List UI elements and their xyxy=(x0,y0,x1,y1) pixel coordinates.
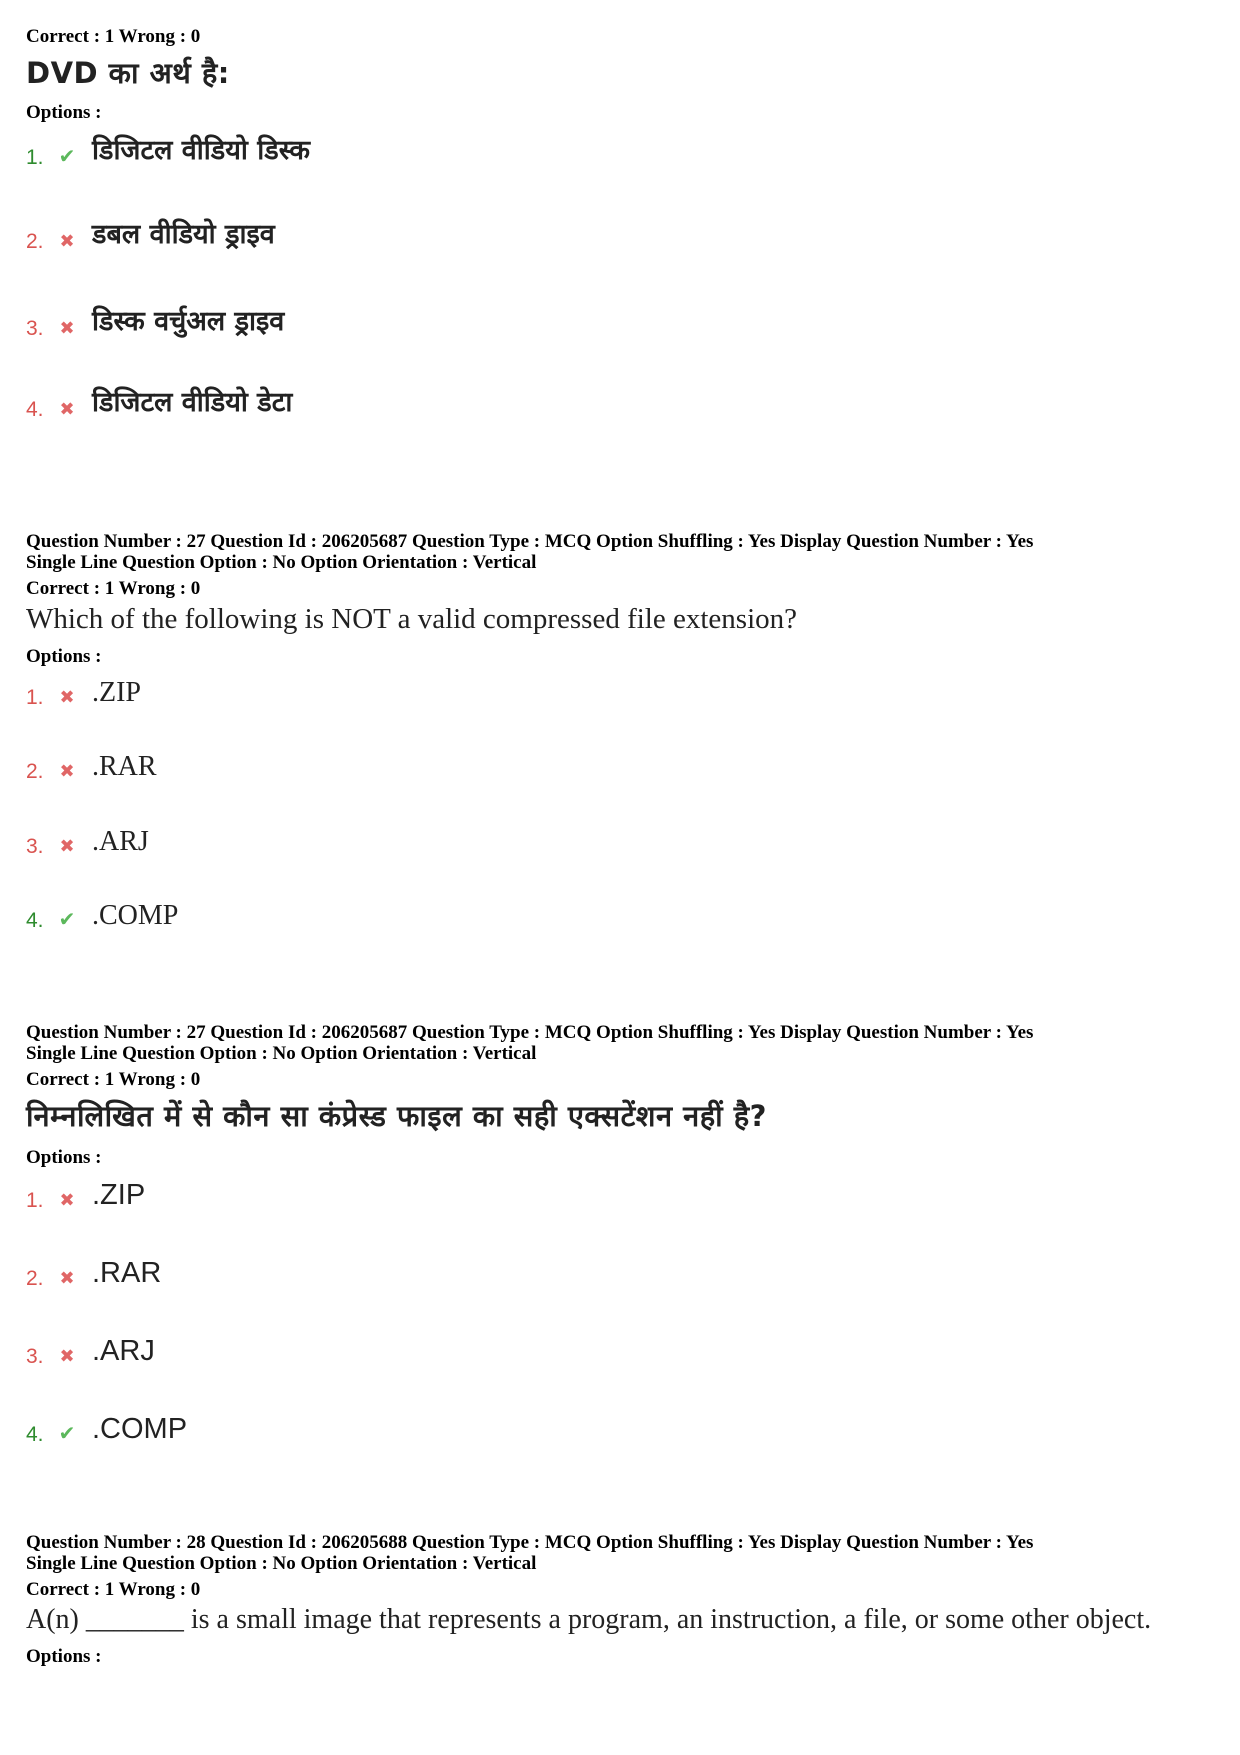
question-block-27-english xyxy=(26,531,1226,948)
option-text: .RAR xyxy=(92,1257,162,1289)
question-meta-2: Single Line Question Option : No Option Orientation : Vertical xyxy=(26,552,537,573)
option-text: .COMP xyxy=(92,1413,188,1445)
check-icon: ✔ xyxy=(58,909,76,931)
option-3 xyxy=(26,817,149,857)
option-2 xyxy=(26,742,157,782)
option-number: 3. xyxy=(26,1345,44,1368)
options-label: Options : xyxy=(26,1147,102,1168)
option-text: डिजिटल वीडियो डिस्क xyxy=(92,135,310,166)
options-label: Options : xyxy=(26,1646,102,1667)
option-4 xyxy=(26,1405,187,1445)
question-text: A(n) _______ is a small image that represents a program, an instruction, a file, or some other object. xyxy=(26,1604,1152,1635)
score-line: Correct : 1 Wrong : 0 xyxy=(26,578,201,599)
option-1 xyxy=(26,1171,145,1211)
option-number: 2. xyxy=(26,760,44,783)
cross-icon: ✖ xyxy=(59,231,75,251)
score-line: Correct : 1 Wrong : 0 xyxy=(26,1579,201,1600)
option-2 xyxy=(26,1249,161,1289)
question-block-27-hindi xyxy=(26,1022,1226,1469)
cross-icon: ✖ xyxy=(59,1190,75,1210)
score-line: Correct : 1 Wrong : 0 xyxy=(26,1069,201,1090)
option-number: 3. xyxy=(26,317,44,340)
option-text: .ARJ xyxy=(92,826,149,857)
option-text: .RAR xyxy=(92,751,157,782)
option-text: डिस्क वर्चुअल ड्राइव xyxy=(92,306,285,337)
question-meta-2: Single Line Question Option : No Option Orientation : Vertical xyxy=(26,1043,537,1064)
question-block-28 xyxy=(26,1532,1226,1668)
cross-icon: ✖ xyxy=(59,399,75,419)
cross-icon: ✖ xyxy=(59,687,75,707)
option-4 xyxy=(26,891,178,931)
option-number: 1. xyxy=(26,686,44,709)
score-line: Correct : 1 Wrong : 0 xyxy=(26,26,201,47)
option-number: 2. xyxy=(26,230,44,253)
question-text: निम्नलिखित में से कौन सा कंप्रेस्ड फाइल का सही एक्सटेंशन नहीं है? xyxy=(26,1099,767,1133)
option-text: डिजिटल वीडियो डेटा xyxy=(92,387,293,418)
option-text: .ZIP xyxy=(92,677,141,708)
cross-icon: ✖ xyxy=(59,836,75,856)
question-meta-2: Single Line Question Option : No Option Orientation : Vertical xyxy=(26,1553,537,1574)
options-label: Options : xyxy=(26,102,102,123)
option-3 xyxy=(26,1327,155,1367)
question-meta: Question Number : 28 Question Id : 206205688 Question Type : MCQ Option Shuffling : Yes Display Question Number : Yes xyxy=(26,1532,1034,1553)
option-number: 1. xyxy=(26,1189,44,1212)
cross-icon: ✖ xyxy=(59,761,75,781)
cross-icon: ✖ xyxy=(59,1268,75,1288)
option-text: .ARJ xyxy=(92,1335,155,1367)
option-text: डबल वीडियो ड्राइव xyxy=(92,219,275,250)
option-text: .COMP xyxy=(92,900,179,931)
question-text: DVD का अर्थ है: xyxy=(26,56,230,90)
question-block-26-hindi xyxy=(26,26,1226,444)
option-1 xyxy=(26,668,141,708)
option-number: 4. xyxy=(26,398,44,421)
cross-icon: ✖ xyxy=(59,318,75,338)
question-meta: Question Number : 27 Question Id : 206205687 Question Type : MCQ Option Shuffling : Yes Display Question Number : Yes xyxy=(26,531,1034,552)
option-text: .ZIP xyxy=(92,1179,146,1211)
question-meta: Question Number : 27 Question Id : 206205687 Question Type : MCQ Option Shuffling : Yes Display Question Number : Yes xyxy=(26,1022,1034,1043)
option-number: 4. xyxy=(26,909,44,932)
option-2 xyxy=(26,212,275,252)
question-text: Which of the following is NOT a valid compressed file extension? xyxy=(26,603,797,635)
check-icon: ✔ xyxy=(58,146,76,168)
option-number: 2. xyxy=(26,1267,44,1290)
options-label: Options : xyxy=(26,646,102,667)
cross-icon: ✖ xyxy=(59,1346,75,1366)
option-4 xyxy=(26,380,292,420)
option-number: 4. xyxy=(26,1423,44,1446)
option-1 xyxy=(26,128,310,168)
check-icon: ✔ xyxy=(58,1423,76,1445)
option-3 xyxy=(26,299,284,339)
option-number: 1. xyxy=(26,146,44,169)
option-number: 3. xyxy=(26,835,44,858)
